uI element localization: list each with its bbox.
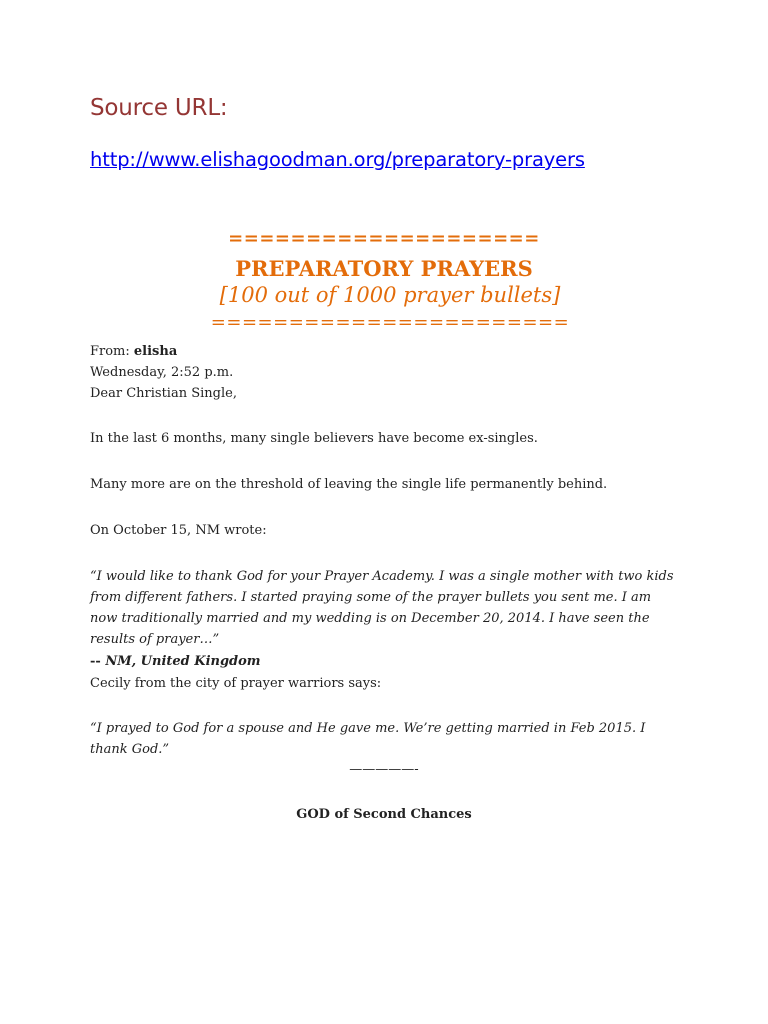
from-line	[90, 341, 680, 362]
document-subtitle: [100 out of 1000 prayer bullets]	[219, 283, 561, 307]
testimonial-quote-1: “I would like to thank God for your Prayer Academy. I was a single mother with two kids from different fathers. I started praying some of the prayer bullets you sent me. I am now traditionally married and my wedding is on December 20, 2014. I have seen the results of prayer…”	[90, 569, 674, 647]
paragraph-1: In the last 6 months, many single believers have become ex-singles.	[90, 431, 538, 446]
from-name: elisha	[133, 344, 178, 359]
from-label: From:	[90, 344, 134, 359]
separator-line: —————-	[349, 762, 419, 777]
attribution-name: NM, United Kingdom	[105, 654, 261, 669]
section-heading: GOD of Second Chances	[296, 807, 472, 822]
greeting: Dear Christian Single,	[90, 386, 237, 401]
source-url-link[interactable]: http://www.elishagoodman.org/preparatory-prayers	[90, 148, 585, 171]
banner-rule-bottom: =======================	[210, 312, 570, 333]
timestamp: Wednesday, 2:52 p.m.	[90, 365, 234, 380]
banner-rule-top: ====================	[228, 228, 540, 249]
attribution-dash: --	[90, 654, 106, 669]
paragraph-2: Many more are on the threshold of leaving the single life permanently behind.	[90, 477, 608, 492]
paragraph-4: Cecily from the city of prayer warriors says:	[90, 676, 382, 691]
source-url-heading: Source URL:	[90, 95, 228, 121]
document-title: PREPARATORY PRAYERS	[235, 256, 533, 281]
paragraph-3: On October 15, NM wrote:	[90, 523, 267, 538]
testimonial-quote-2: “I prayed to God for a spouse and He gave me. We’re getting married in Feb 2015. I thank God.”	[90, 721, 646, 757]
testimonial-attribution	[90, 651, 680, 672]
